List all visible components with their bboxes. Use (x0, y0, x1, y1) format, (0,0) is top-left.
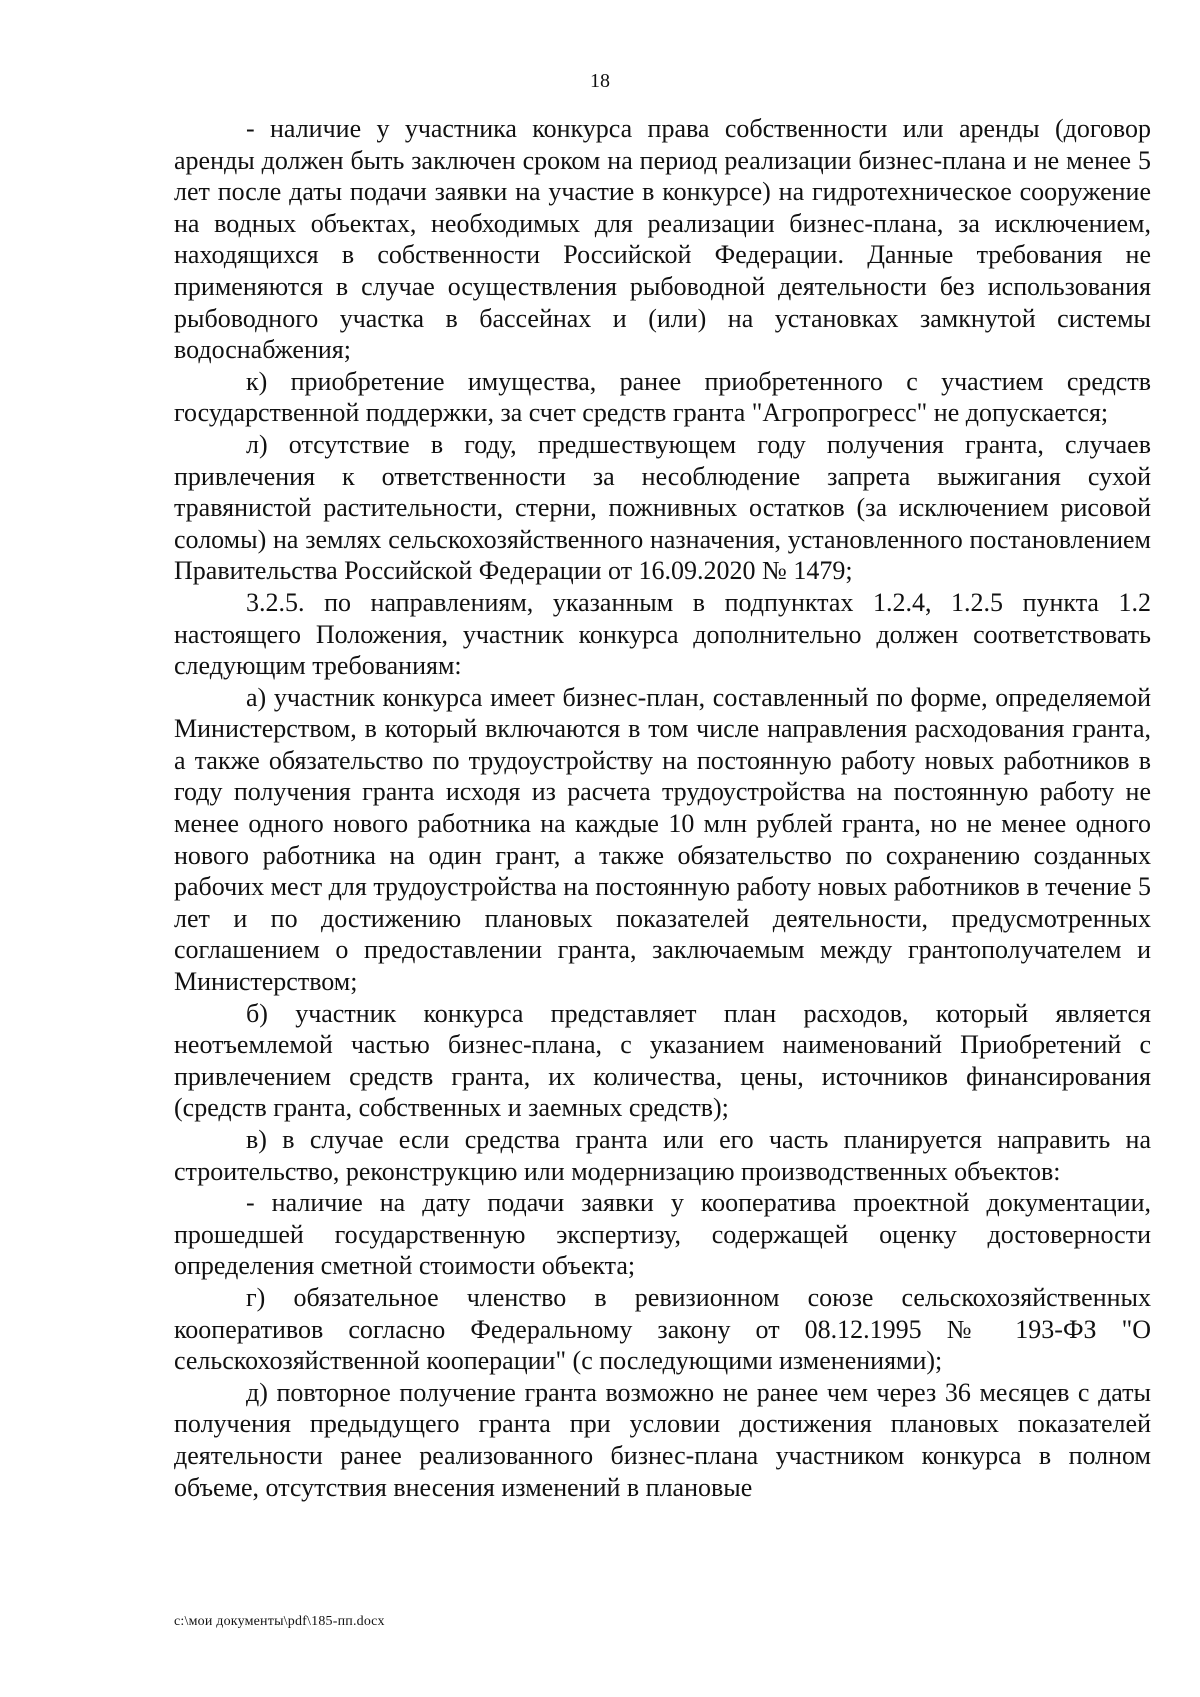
document-body (174, 113, 1151, 1503)
page-number: 18 (590, 70, 610, 92)
paragraph-v: в) в случае если средства гранта или его часть планируется направить на строительство, реконструкцию или модернизацию производственных объектов: (174, 1125, 1151, 1186)
paragraph-b: б) участник конкурса представляет план расходов, который является неотъемлемой частью бизнес-плана, с указанием наименований Приобретений с привлечением средств гранта, их количества, цены, источников финансирования (средств гранта, собственных и заемных средств); (174, 998, 1151, 1123)
paragraph-hydro-facility: - наличие у участника конкурса права собственности или аренды (договор аренды должен быть заключен сроком на период реализации бизнес-плана и не менее 5 лет после даты подачи заявки на участие в конкурсе) на гидротехническое сооружение на водных объектах, необходимых для реализации бизнес-плана, за исключением, находящихся в собственности Российской Федерации. Данные требования не применяются в случае осуществления рыбоводной деятельности без использования рыбоводного участка в бассейнах и (или) на установках замкнутой системы водоснабжения; (174, 114, 1151, 365)
paragraph-k: к) приобретение имущества, ранее приобретенного с участием средств государственной поддержки, за счет средств гранта "Агропрогресс" не допускается; (174, 366, 1151, 428)
footer-file-path: c:\мои документы\pdf\185-пп.docx (174, 1614, 385, 1629)
paragraph-l: л) отсутствие в году, предшествующем году получения гранта, случаев привлечения к ответственности за несоблюдение запрета выжигания сухой травянистой растительности, стерни, пожнивных остатков (за исключением рисовой соломы) на землях сельскохозяйственного назначения, установленного постановлением Правительства Российской Федерации от 16.09.2020 № 1479; (174, 429, 1151, 586)
paragraph-a: а) участник конкурса имеет бизнес-план, составленный по форме, определяемой Министерством, в который включаются в том числе направления расходования гранта, а также обязательство по трудоустройству на постоянную работу новых работников в году получения гранта исходя из расчета трудоустройства на постоянную работу не менее одного нового работника на каждые 10 млн рублей гранта, но не менее одного нового работника на один грант, а также обязательство по сохранению созданных рабочих мест для трудоустройства на постоянную работу новых работников в течение 5 лет и по достижению плановых показателей деятельности, предусмотренных соглашением о предоставлении гранта, заключаемым между грантополучателем и Министерством; (174, 682, 1151, 997)
paragraph-project-docs: - наличие на дату подачи заявки у кооператива проектной документации, прошедшей государственную экспертизу, содержащей оценку достоверности определения сметной стоимости объекта; (174, 1188, 1151, 1281)
paragraph-d: д) повторное получение гранта возможно не ранее чем через 36 месяцев с даты получения предыдущего гранта при условии достижения плановых показателей деятельности ранее реализованного бизнес-плана участником конкурса в полном объеме, отсутствия внесения изменений в плановые (174, 1377, 1151, 1502)
paragraph-3-2-5: 3.2.5. по направлениям, указанным в подпунктах 1.2.4, 1.2.5 пункта 1.2 настоящего Положения, участник конкурса дополнительно должен соответствовать следующим требованиям: (174, 587, 1151, 681)
paragraph-g: г) обязательное членство в ревизионном союзе сельскохозяйственных кооперативов согласно Федеральному закону от 08.12.1995 № 193-ФЗ "О сельскохозяйственной кооперации" (с последующими изменениями); (174, 1282, 1151, 1376)
